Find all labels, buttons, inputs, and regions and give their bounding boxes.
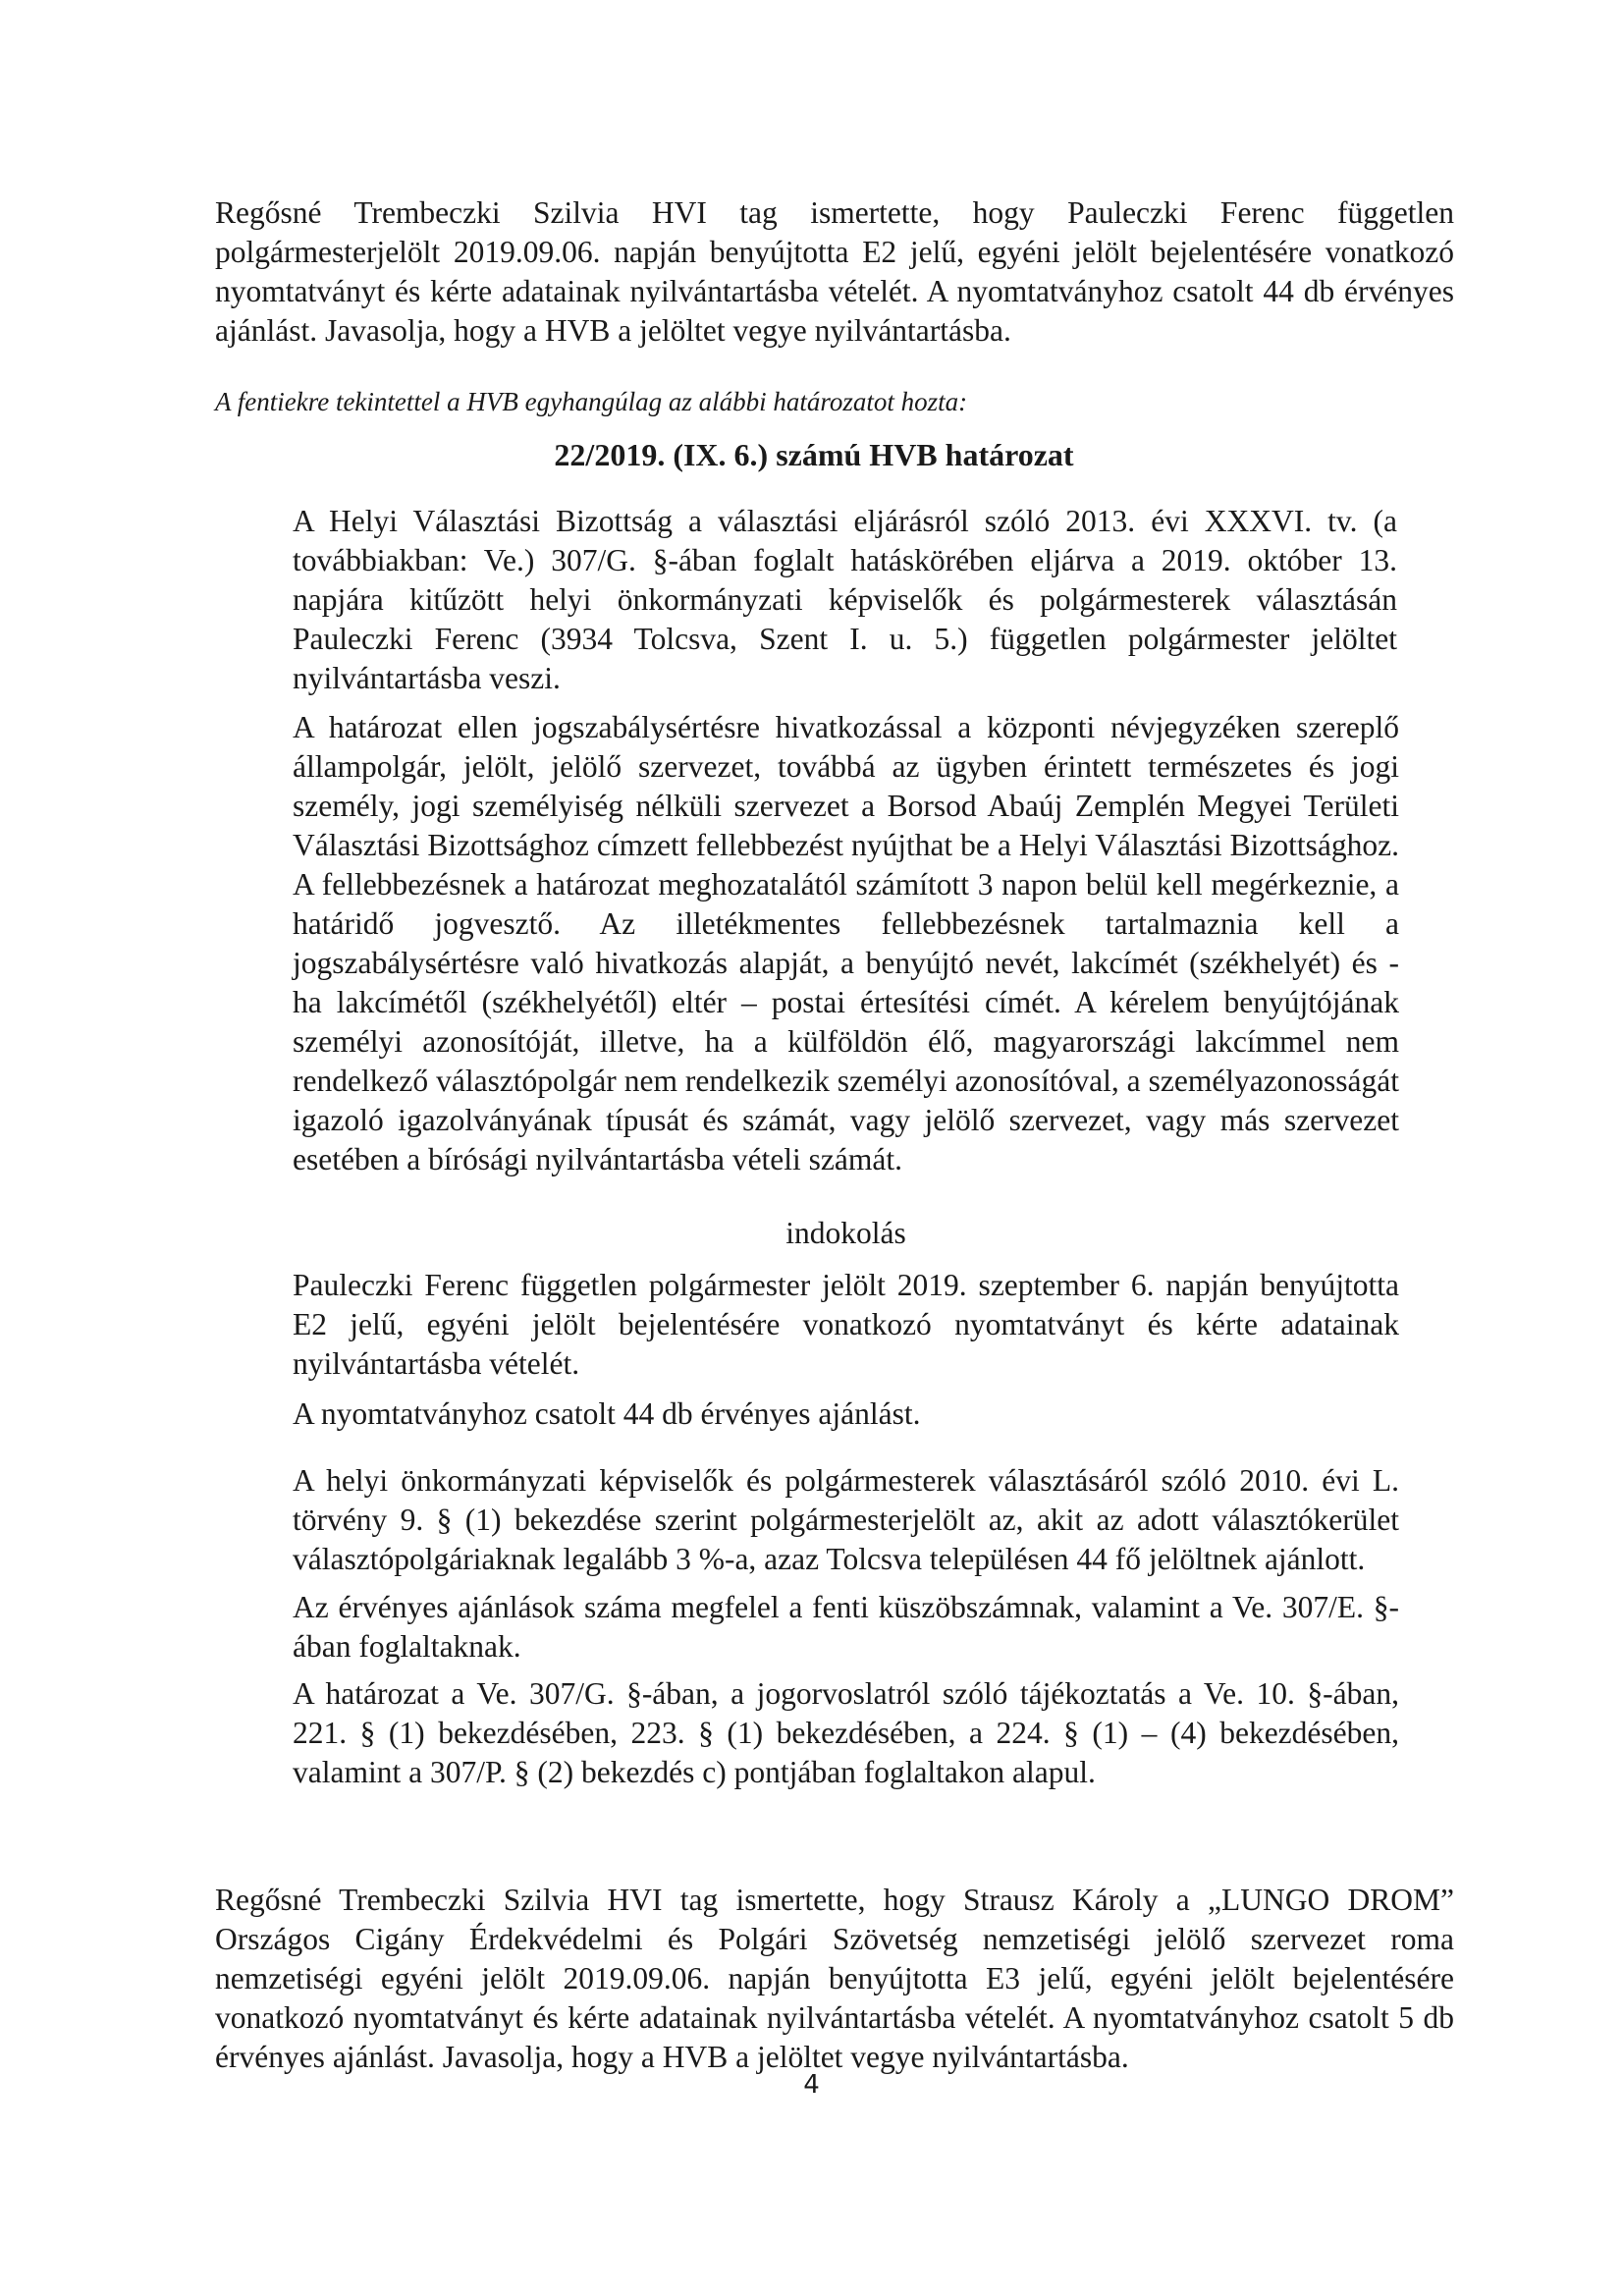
decision-title: 22/2019. (IX. 6.) számú HVB határozat [554, 437, 1074, 472]
reasoning-paragraph: A határozat a Ve. 307/G. §-ában, a jogorvoslatról szóló tájékoztatás a Ve. 10. §-ában, 221. § (1) bekezdésében, 223. § (1) bekezdésében, a 224. § (1) – (4) bekezdésében, valamint a 307/P. § (2) bekezdés c) pontjában foglaltakon alapul. [293, 1676, 1399, 1789]
reasoning-paragraph: Pauleczki Ferenc független polgármester jelölt 2019. szeptember 6. napján benyújtotta E2 jelű, egyéni jelölt bejelentésére vonatkozó nyomtatványt és kérte adatainak nyilvántartásba vételét. [293, 1268, 1399, 1381]
announcement-paragraph: Regősné Trembeczki Szilvia HVI tag ismertette, hogy Strausz Károly a „LUNGO DROM” Országos Cigány Érdekvédelmi és Polgári Szövetség nemzetiségi jelölő szervezet roma nemzetiségi egyéni jelölt 2019.09.06. napján benyújtotta E3 jelű, egyéni jelölt bejelentésére vonatkozó nyomtatványt és kérte adatainak nyilvántartásba vételét. A nyomtatványhoz csatolt 5 db érvényes ajánlást. Javasolja, hogy a HVB a jelöltet vegye nyilvántartásba. [215, 1883, 1454, 2074]
appeal-text: A határozat ellen jogszabálysértésre hivatkozással a központi névjegyzéken szereplő állampolgár, jelölt, jelölő szervezet, továbbá az ügyben érintett természetes és jogi személy, jogi személyiség nélküli szervezet a Borsod Abaúj Zemplén Megyei Területi Választási Bizottsághoz címzett fellebbezést nyújthat be a Helyi Választási Bizottsághoz. A fellebbezésnek a határozat meghozatalától számított 3 napon belül kell megérkeznie, a határidő jogvesztő. Az illetékmentes fellebbezésnek tartalmaznia kell a jogszabálysértésre való hivatkozás alapját, a benyújtó nevét, lakcímét (székhelyét) és - ha lakcímétől (székhelyétől) eltér – postai értesítési címét. A kérelem benyújtójának személyi azonosítóját, illetve, ha a külföldön élő, magyarországi lakcímmel nem rendelkező választópolgár nem rendelkezik személyi azonosítóval, a személyazonosságát igazoló igazolványának típusát és számát, vagy jelölő szervezet, vagy más szervezet esetében a bírósági nyilvántartásba vételi számát. [293, 710, 1399, 1176]
decision-text: A Helyi Választási Bizottság a választási eljárásról szóló 2013. évi XXXVI. tv. (a továbbiakban: Ve.) 307/G. §-ában foglalt hatáskörében eljárva a 2019. október 13. napjára kitűzött helyi önkormányzati képviselők és polgármesterek választásán Pauleczki Ferenc (3934 Tolcsva, Szent I. u. 5.) független polgármester jelöltet nyilvántartásba veszi. [293, 504, 1397, 695]
reasoning-paragraph: A helyi önkormányzati képviselők és polgármesterek választásáról szóló 2010. évi L. törvény 9. § (1) bekezdése szerint polgármesterjelölt az, akit az adott választókerület választópolgáriaknak legalább 3 %-a, azaz Tolcsva településen 44 fő jelöltnek ajánlott. [293, 1463, 1399, 1576]
reasoning-paragraph: A nyomtatványhoz csatolt 44 db érvényes ajánlást. [293, 1396, 921, 1431]
reasoning-paragraph: Az érvényes ajánlások száma megfelel a fenti küszöbszámnak, valamint a Ve. 307/E. §-ában foglaltaknak. [293, 1590, 1399, 1664]
resolution-intro: A fentiekre tekintettel a HVB egyhangúlag az alábbi határozatot hozta: [215, 387, 968, 416]
page-number: 4 [803, 2070, 820, 2100]
announcement-paragraph: Regősné Trembeczki Szilvia HVI tag ismertette, hogy Pauleczki Ferenc független polgármesterjelölt 2019.09.06. napján benyújtotta E2 jelű, egyéni jelölt bejelentésére vonatkozó nyomtatványt és kérte adatainak nyilvántartásba vételét. A nyomtatványhoz csatolt 44 db érvényes ajánlást. Javasolja, hogy a HVB a jelöltet vegye nyilvántartásba. [215, 195, 1454, 348]
reasoning-title: indokolás [785, 1216, 906, 1250]
